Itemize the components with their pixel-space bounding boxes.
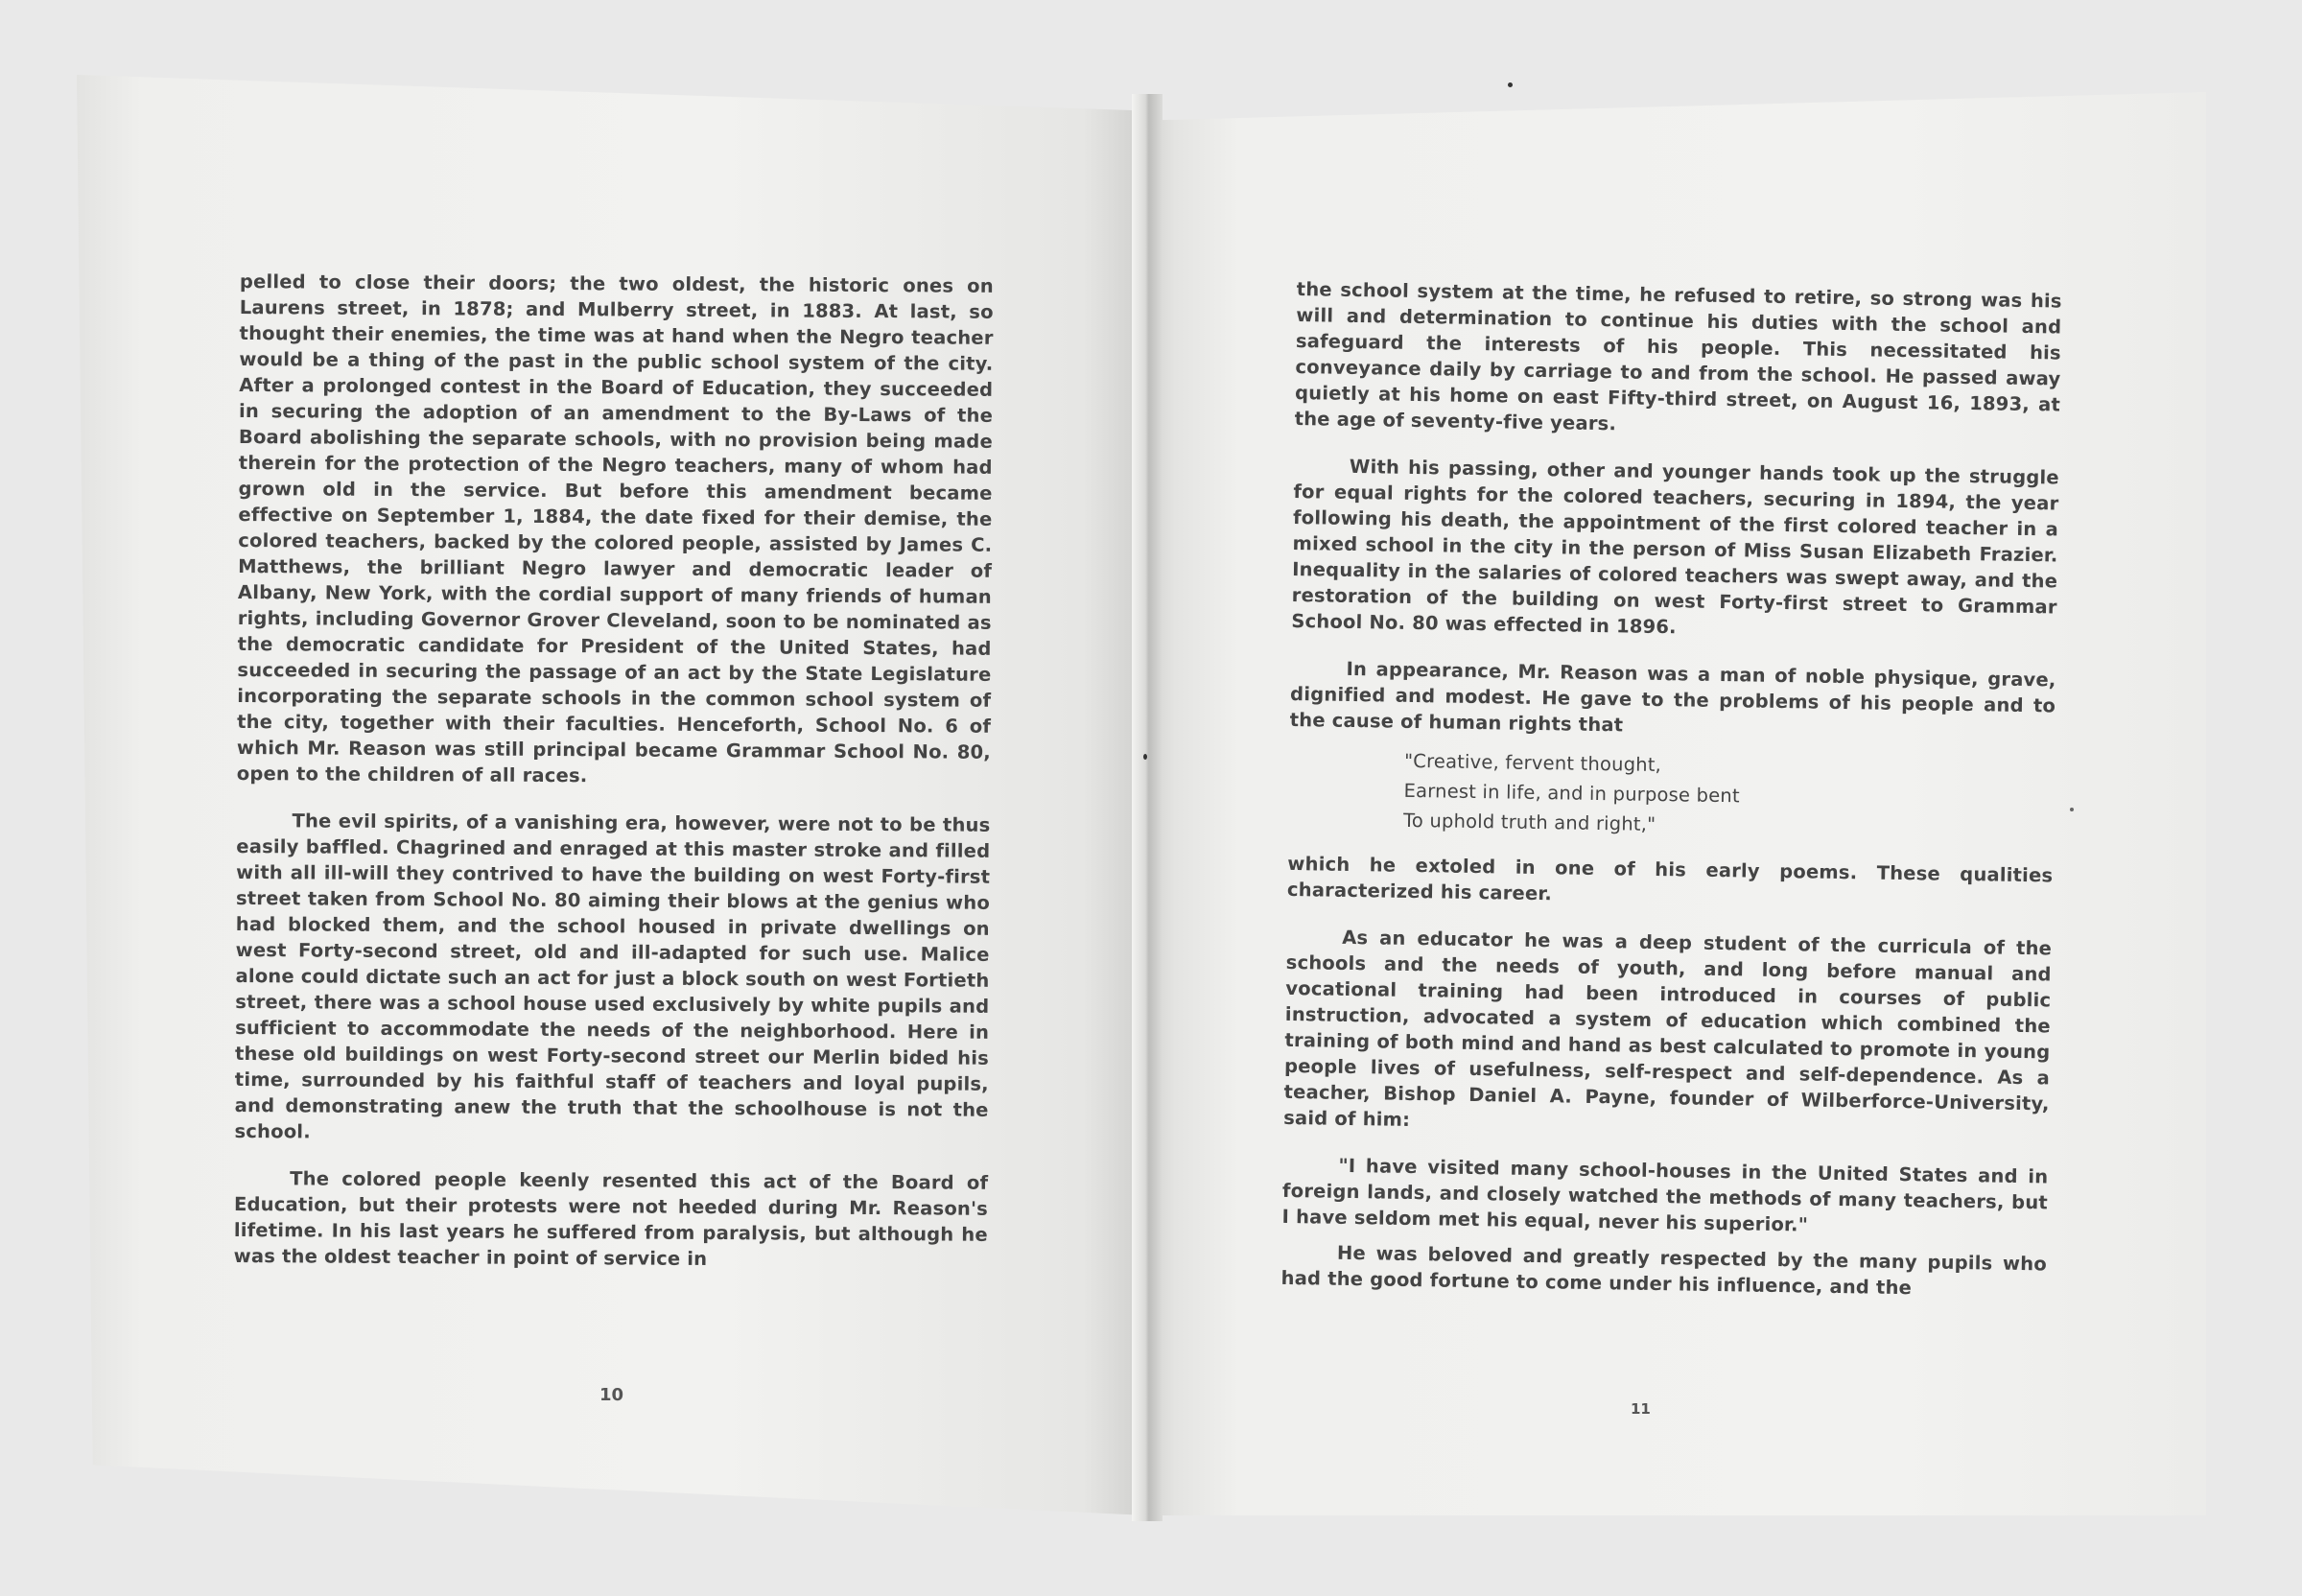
- poem-quote: [1288, 744, 2055, 846]
- paragraph: The evil spirits, of a vanishing era, however, were not to be thus easily baffled. Chagrined and enraged at this master stroke and filled with all ill-will they contrived to have the building on west Forty-first street taken from School No. 80 aiming their blows at the genius who had blocked them, and the school housed in private dwellings on west Forty-second street, old and ill-adapted for such use. Malice alone could dictate such an act for just a block south on west Fortieth street, there was a school house used exclusively by white pupils and sufficient to accommodate the needs of the neighborhood. Here in these old buildings on west Forty-second street our Merlin bided his time, surrounded by his faithful staff of teachers and loyal pupils, and demonstrating anew the truth that the schoolhouse is not the school.: [234, 810, 991, 1143]
- verse-line: "Creative, fervent thought,: [1403, 749, 1662, 777]
- right-page-text: [1280, 276, 2062, 1324]
- verse-line: Earnest in life, and in purpose bent: [1403, 779, 1740, 808]
- paragraph: As an educator he was a deep student of the curricula of the schools and the needs of youth, and long before manual and vocational training had been introduced in courses of public instruction, advocated a system of education which combined the training of both mind and hand as best calculated to promote in young people lives of usefulness, self-respect and self-dependence. As a teacher, Bishop Daniel A. Payne, founder of Wilberforce-University, said of him:: [1283, 926, 2053, 1131]
- verse-line: To uphold truth and right,": [1402, 809, 1656, 835]
- ink-speck: [1143, 754, 1147, 760]
- left-page-text: [233, 269, 993, 1295]
- paragraph: pelled to close their doors; the two oldest, the historic ones on Laurens street, in 1878; and Mulberry street, in 1883. At last, so thought their enemies, the time was at hand when the Negro teacher would be a thing of the past in the public school system of the city. After a prolonged contest in the Board of Education, they succeeded in securing the adoption of an amendment to the By-Laws of the Board abolishing the separate schools, with no provision being made therein for the protection of the Negro teachers, many of whom had grown old in the service. But before this amendment became effective on September 1, 1884, the date fixed for their demise, the colored teachers, backed by the colored people, assisted by James C. Matthews, the brilliant Negro lawyer and democratic leader of Albany, New York, with the cordial support of many friends of human rights, including Governor Grover Cleveland, soon to be nominated as the democratic candidate for President of the United States, had succeeded in securing the passage of an act by the State Legislature incorporating the separate schools in the common school system of the city, together with their faculties. Henceforth, School No. 6 of which Mr. Reason was still principal became Grammar School No. 80, open to the children of all races.: [236, 270, 994, 787]
- block-quote: "I have visited many school-houses in the United States and in foreign lands, and closely watched the methods of many teachers, but I have seldom met his equal, never his superior.": [1281, 1154, 2049, 1236]
- paragraph: The colored people keenly resented this act of the Board of Education, but their protests were not heeded during Mr. Reason's lifetime. In his last years he suffered from paralysis, but although he was the oldest teacher in point of service in: [233, 1167, 989, 1270]
- ink-speck: [2070, 808, 2074, 811]
- page-number-right: 11: [1631, 1400, 1651, 1418]
- paragraph: With his passing, other and younger hands took up the struggle for equal rights for the colored teachers, securing in 1894, the year following his death, the appointment of the first colored teacher in a mixed school in the city in the person of Miss Susan Elizabeth Frazier. Inequality in the salaries of colored teachers was swept away, and the restoration of the building on west Forty-first street to Grammar School No. 80 was effected in 1896.: [1291, 455, 2059, 639]
- paragraph: He was beloved and greatly respected by the many pupils who had the good fortune to come under his influence, and the: [1280, 1241, 2048, 1300]
- book-gutter: [1132, 94, 1163, 1521]
- paragraph: In appearance, Mr. Reason was a man of noble physique, grave, dignified and modest. He gave to the problems of his people and to the cause of human rights that: [1289, 657, 2056, 737]
- paragraph: the school system at the time, he refused to retire, so strong was his will and determination to continue his duties with the school and safeguard the interests of his people. This necessitated his conveyance daily by carriage to and from the school. He passed away quietly at his home on east Fifty-third street, on August 16, 1893, at the age of seventy-five years.: [1294, 277, 2062, 435]
- ink-speck: [1508, 82, 1513, 87]
- paragraph: which he extoled in one of his early poems. These qualities characterized his career.: [1286, 852, 2054, 905]
- page-number-left: 10: [599, 1385, 624, 1405]
